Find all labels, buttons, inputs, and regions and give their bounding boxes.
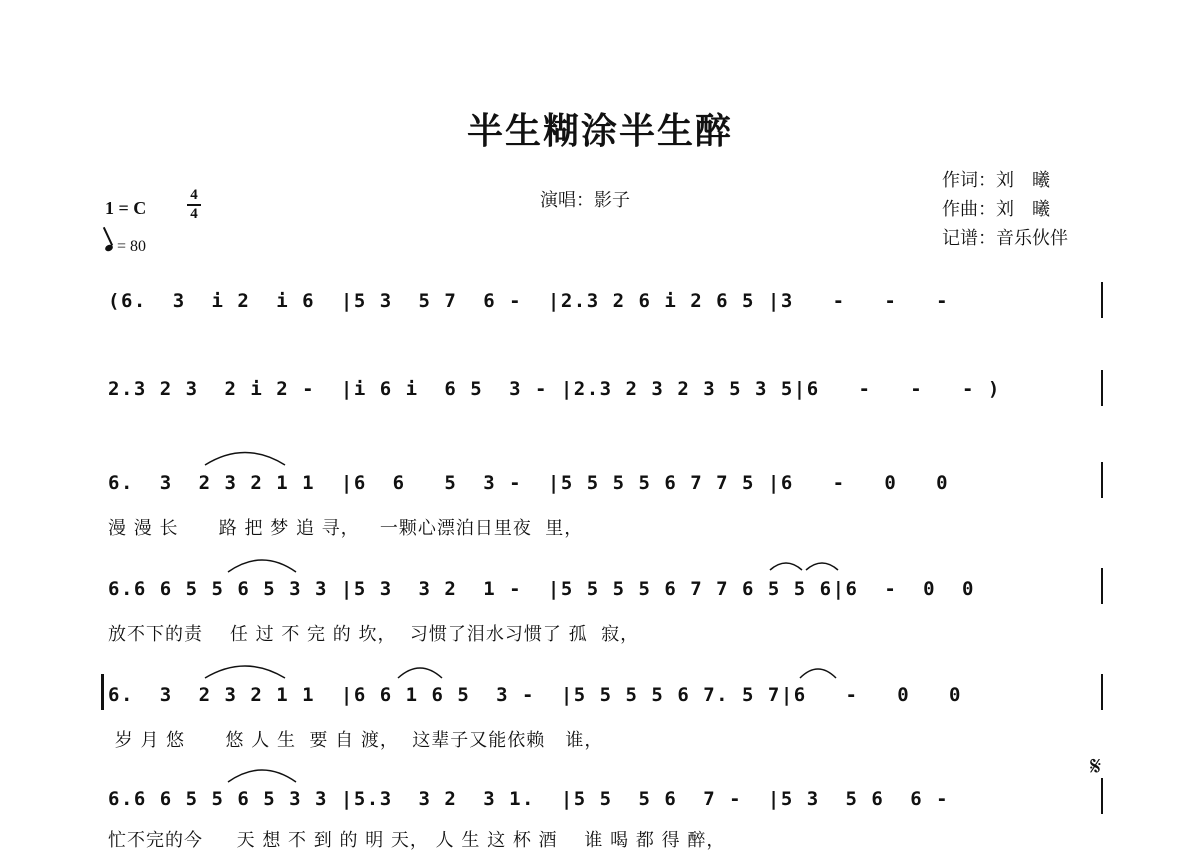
time-signature-bottom: 4 — [190, 206, 198, 222]
song-title: 半生糊涂半生醉 — [466, 111, 733, 152]
composer-credit: 作曲：刘 曦 — [942, 199, 1050, 220]
key-signature: 1 = C — [105, 198, 147, 218]
time-signature-top: 4 — [190, 187, 198, 203]
lyrics-row-3: 漫 漫 长 路 把 梦 追 寻， 一颗心漂泊日里夜 里， — [108, 518, 584, 539]
singer-credit: 演唱：影子 — [540, 190, 630, 211]
slur-row-4c — [806, 563, 838, 570]
lyrics-row-6: 忙不完的今 天 想 不 到 的 明 天， 人 生 这 杯 酒 谁 喝 都 得 醉， — [108, 830, 726, 851]
notes-row-5: 6. 3 2 3 2 1 1 |6 6 1 6 5 3 - |5 5 5 5 6 7. 5 7|6 - 0 0 — [108, 684, 962, 706]
notes-row-6: 6.6 6 5 5 6 5 3 3 |5.3 3 2 3 1. |5 5 5 6 7 - |5 3 5 6 6 - — [108, 788, 950, 810]
slur-row-5c — [800, 669, 836, 678]
slur-row-4b — [770, 563, 802, 570]
tempo-value: = 80 — [117, 238, 147, 255]
lyrics-row-4: 放不下的责 任 过 不 完 的 坎， 习惯了泪水习惯了 孤 寂， — [108, 624, 640, 645]
slur-row-4 — [228, 560, 296, 572]
notes-row-4: 6.6 6 5 5 6 5 3 3 |5 3 3 2 1 - |5 5 5 5 6 7 7 6 5 5 6|6 - 0 0 — [108, 578, 975, 600]
slur-row-5b — [398, 668, 442, 678]
slur-row-5 — [205, 666, 285, 678]
slur-row-3 — [205, 453, 285, 466]
lyrics-row-5: 岁 月 悠 悠 人 生 要 自 渡， 这辈子又能依赖 谁， — [108, 730, 604, 751]
lyricist-credit: 作词：刘 曦 — [942, 170, 1050, 191]
segno-icon: 𝄋 — [1090, 752, 1102, 782]
transcriber-credit: 记谱：音乐伙伴 — [942, 228, 1068, 249]
notes-row-1: (6. 3 i 2 i 6 |5 3 5 7 6 - |2.3 2 6 i 2 6 5 |3 - - - — [108, 290, 950, 312]
notes-row-3: 6. 3 2 3 2 1 1 |6 6 5 3 - |5 5 5 5 6 7 7 5 |6 - 0 0 — [108, 472, 950, 494]
notes-row-2: 2.3 2 3 2 i 2 - |i 6 i 6 5 3 - |2.3 2 3 2 3 5 3 5|6 - - - ) — [108, 378, 1001, 400]
slur-row-6 — [228, 770, 296, 782]
